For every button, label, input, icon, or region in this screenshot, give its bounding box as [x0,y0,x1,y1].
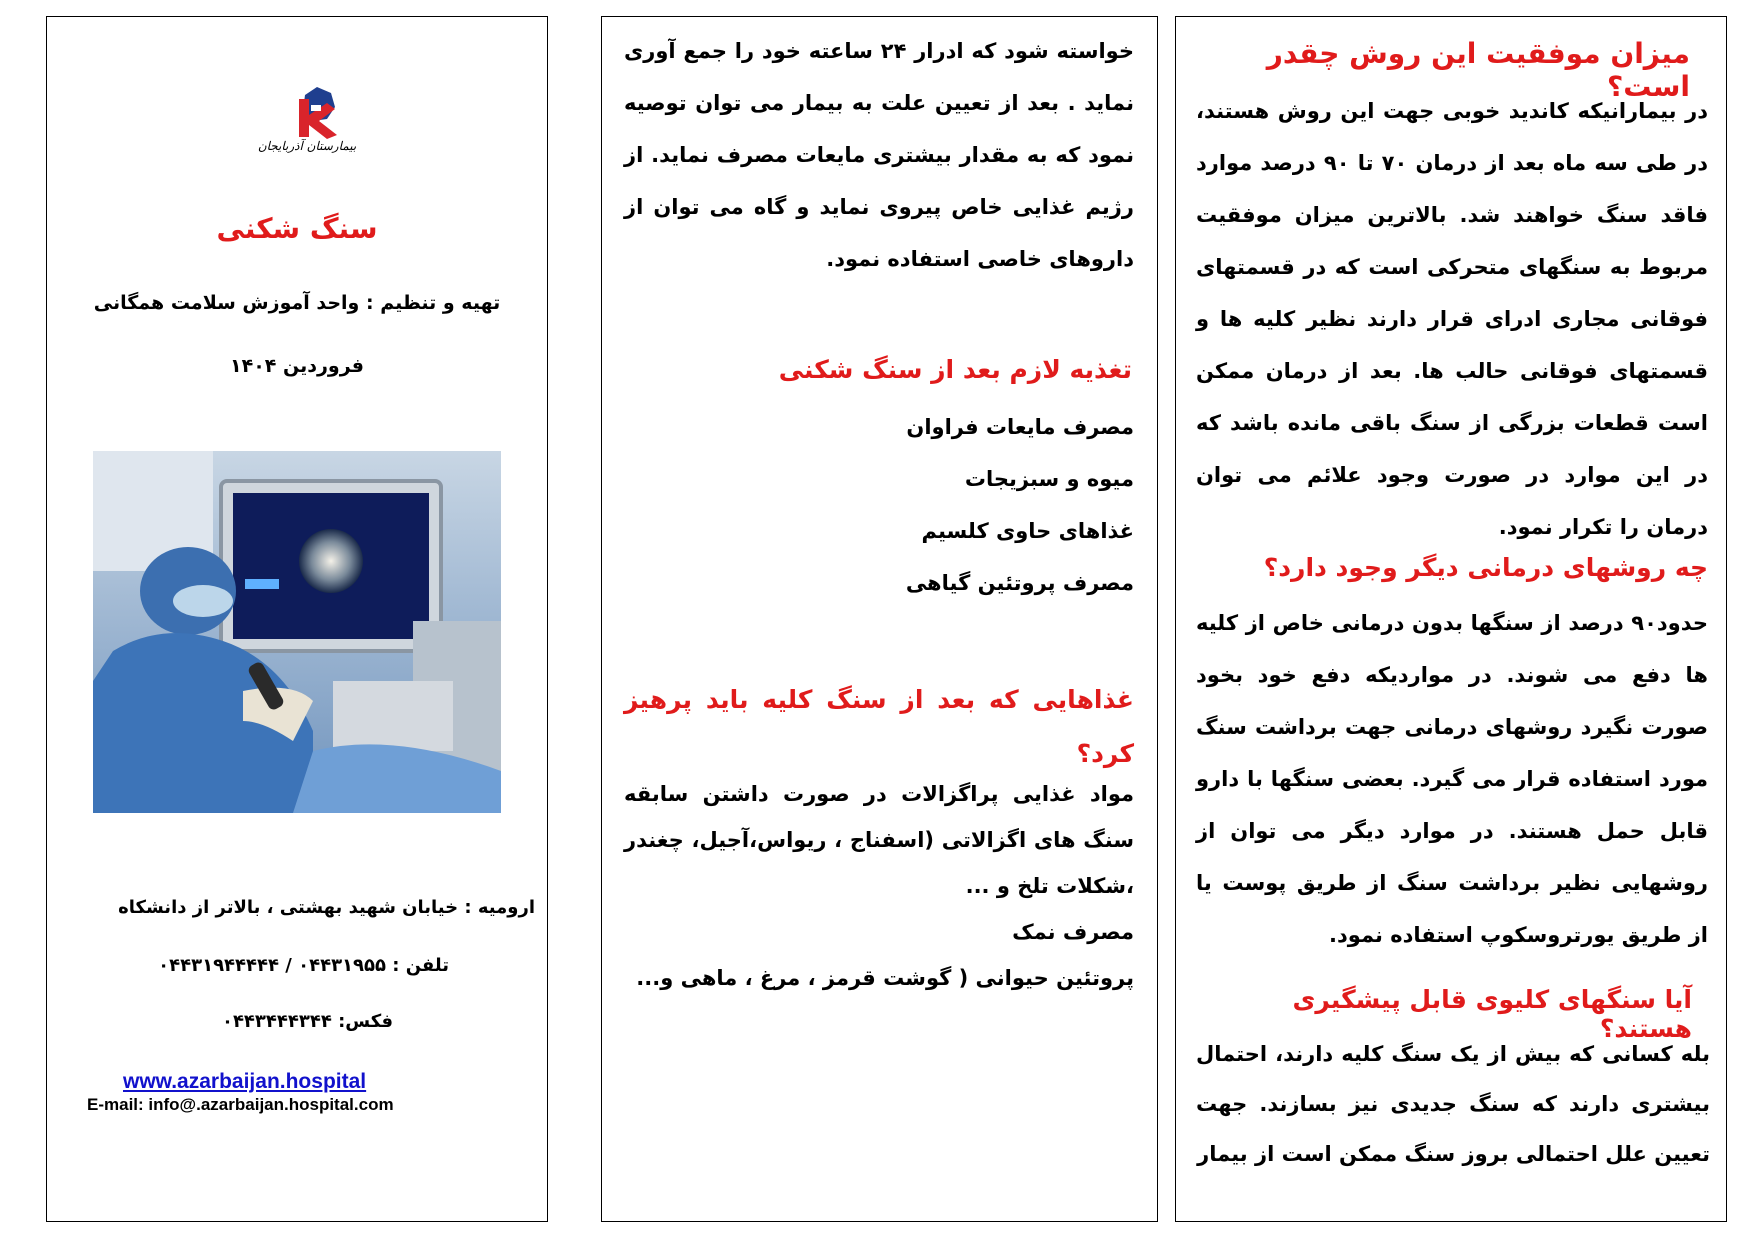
nutrition-item: غذاهای حاوی کلسیم [921,519,1134,543]
prevention-paragraph: بله کسانی که بیش از یک سنگ کلیه دارند، احتمال بیشتری دارند که سنگ جدیدی نیز بسازند. جهت تعیین علل احتمالی بروز سنگ ممکن است از بیمار [1196,1042,1710,1166]
other-treatments-paragraph: حدود۹۰ درصد از سنگها بدون درمانی خاص از کلیه ها دفع می شوند. در مواردیکه دفع خود بخود صورت نگیرد روشهای درمانی جهت برداشت سنگ مورد استفاده قرار می گیرد. بعضی سنگها با دارو قابل حمل هستند. در موارد دیگر می توان از روشهایی نظیر برداشت سنگ از طریق پوست یا از طریق یورتروسکوپ استفاده نمود. [1196,611,1708,947]
avoid-foods-heading: غذاهایی که بعد از سنگ کلیه باید پرهیز کرد؟ [624,685,1134,768]
animal-protein-item: پروتئین حیوانی ( گوشت قرمز ، مرغ ، ماهی و... [636,966,1134,990]
middle-panel [601,16,1158,1222]
oxalate-foods-text: مواد غذایی پراگزالات در صورت داشتن سابقه سنگ های اگزالاتی (اسفناج ، ریواس،آجیل، چغندر ،شکلات تلخ و ... [624,782,1134,898]
website-link[interactable]: www.azarbaijan.hospital [123,1070,367,1093]
lithotripsy-photo [93,451,501,813]
success-rate-paragraph: در بیمارانیکه کاندید خوبی جهت این روش هستند، در طی سه ماه بعد از درمان ۷۰ تا ۹۰ درصد موارد فاقد سنگ خواهند شد. بالاترین میزان موفقیت مربوط به سنگهای متحرکی است که در قسمتهای فوقانی مجاری ادرای قرار دارند نظیر کلیه ها و قسمتهای فوقانی حالب ها. بعد از درمان ممکن است قطعات بزرگی از سنگ باقی مانده باشد که در این موارد در صورت وجود علائم می توان درمان را تکرار نمود. [1196,99,1708,539]
other-treatments-heading: چه روشهای درمانی دیگر وجود دارد؟ [1263,553,1708,582]
prevention-heading: آیا سنگهای کلیوی قابل پیشگیری هستند؟ [1292,985,1692,1043]
logo-caption: بیمارستان آذربایجان [257,139,357,153]
success-rate-heading: میزان موفقیت این روش چقدر است؟ [1266,37,1690,103]
nutrition-item: مصرف مایعات فراوان [906,415,1134,439]
fax-number: فکس: ۰۴۴۳۴۴۴۳۴۴ [221,1011,393,1032]
nutrition-list [624,401,1134,609]
hospital-logo [247,77,367,177]
publish-date: فروردین ۱۴۰۴ [230,355,364,377]
avoid-foods-section [624,771,1134,1001]
nutrition-item: مصرف پروتئین گیاهی [905,571,1134,595]
left-panel [46,16,548,1222]
phone-number: تلفن : ۰۴۴۳۱۹۵۵ / ۰۴۴۳۱۹۴۴۴۴۴ [158,955,449,976]
right-panel [1175,16,1727,1222]
document-title: سنگ شکنی [216,212,378,245]
address: ارومیه : خیابان شهید بهشتی ، بالاتر از دانشکاه [118,897,535,918]
salt-item: مصرف نمک [1012,920,1134,944]
urine-collection-paragraph: خواسته شود که ادرار ۲۴ ساعته خود را جمع آوری نماید . بعد از تعیین علت به بیمار می توان توصیه نمود که به مقدار بیشتری مایعات مصرف نماید. از رژیم غذایی خاص پیروی نماید و گاه می توان از داروهای خاصی استفاده نمود. [624,39,1134,271]
nutrition-item: میوه و سبزیجات [964,467,1134,491]
email-address: E-mail: info@.azarbaijan.hospital.com [87,1095,394,1114]
prepared-by: تهیه و تنظیم : واحد آموزش سلامت همگانی [93,292,501,314]
nutrition-heading: تغذیه لازم بعد از سنگ شکنی [778,355,1132,384]
